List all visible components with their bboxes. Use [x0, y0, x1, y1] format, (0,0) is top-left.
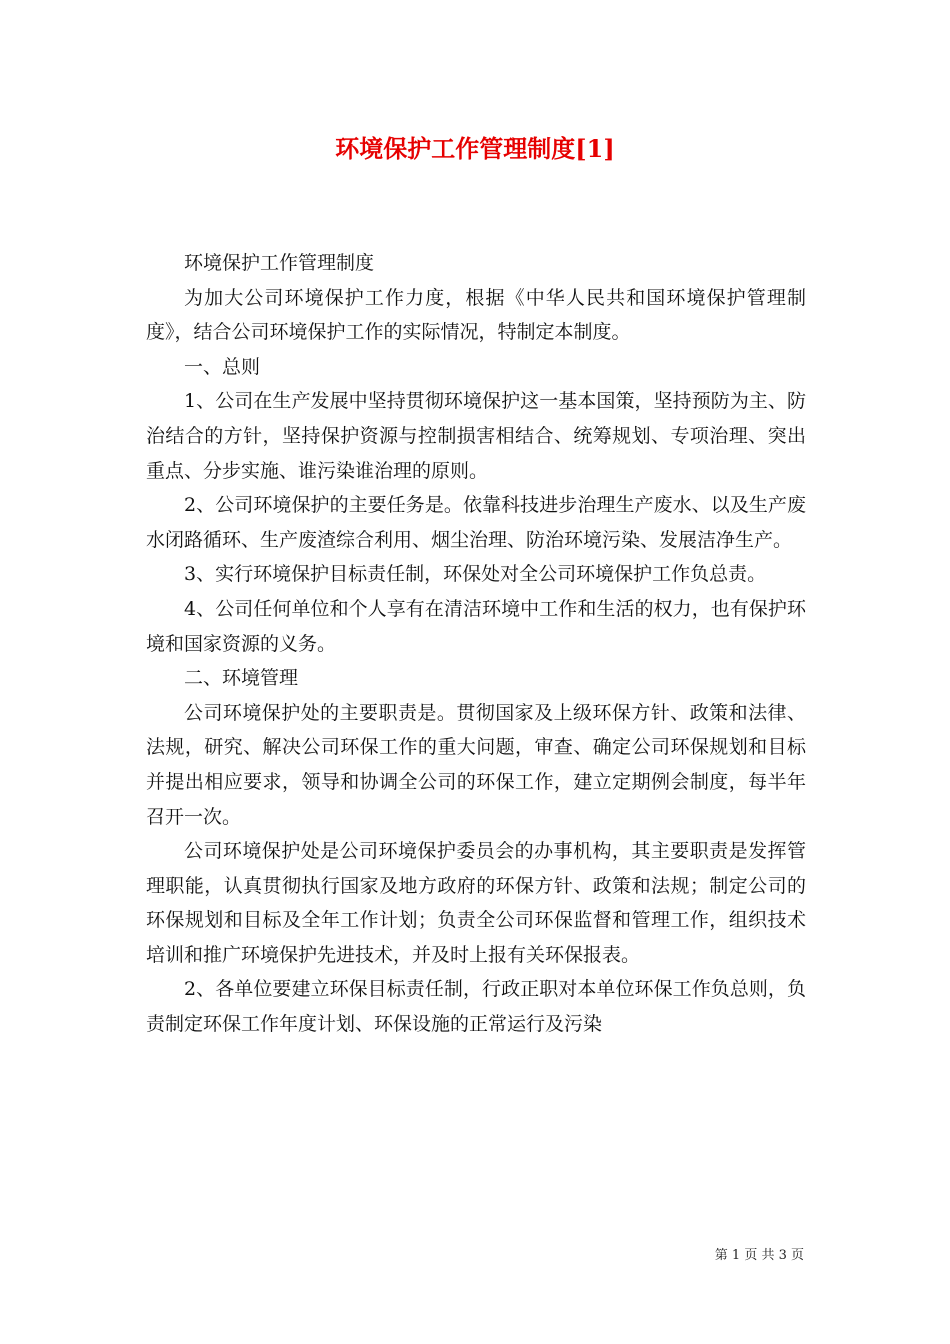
paragraph-office-duties: 公司环境保护处是公司环境保护委员会的办事机构，其主要职责是发挥管理职能，认真贯彻执行国家及地方政府的环保方针、政策和法规；制定公司的环保规划和目标及全年工作计划；负责全公司环保监督和管理工作，组织技术培训和推广环境保护先进技术，并及时上报有关环保报表。 — [146, 840, 806, 966]
paragraph-clause-2: 2、公司环境保护的主要任务是。依靠科技进步治理生产废水、以及生产废水闭路循环、生产废渣综合利用、烟尘治理、防治环境污染、发展洁净生产。 — [146, 494, 806, 551]
paragraph-clause-1: 1、公司在生产发展中坚持贯彻环境保护这一基本国策，坚持预防为主、防治结合的方针，坚持保护资源与控制损害相结合、统筹规划、专项治理、突出重点、分步实施、谁污染谁治理的原则。 — [146, 390, 806, 482]
paragraph-intro: 为加大公司环境保护工作力度，根据《中华人民共和国环境保护管理制度》，结合公司环境保护工作的实际情况，特制定本制度。 — [146, 286, 806, 344]
paragraph-subtitle: 环境保护工作管理制度 — [184, 252, 375, 274]
page-number-footer: 第 1 页 共 3 页 — [714, 1248, 804, 1263]
section-heading-management: 二、环境管理 — [184, 667, 299, 690]
paragraph-clause-4: 4、公司任何单位和个人享有在清洁环境中工作和生活的权力，也有保护环境和国家资源的义务。 — [146, 597, 806, 655]
document-body — [146, 246, 806, 1042]
section-heading-general: 一、总则 — [184, 355, 261, 378]
paragraph-clause-3: 3、实行环境保护目标责任制，环保处对全公司环境保护工作负总责。 — [184, 563, 767, 586]
paragraph-responsibility-system: 2、各单位要建立环保目标责任制，行政正职对本单位环保工作负总则，负责制定环保工作年度计划、环保设施的正常运行及污染 — [146, 978, 806, 1036]
document-title: 环境保护工作管理制度[1] — [335, 134, 615, 163]
paragraph-management-duties: 公司环境保护处的主要职责是。贯彻国家及上级环保方针、政策和法律、法规，研究、解决公司环保工作的重大问题，审查、确定公司环保规划和目标并提出相应要求，领导和协调全公司的环保工作，建立定期例会制度，每半年召开一次。 — [146, 701, 806, 828]
